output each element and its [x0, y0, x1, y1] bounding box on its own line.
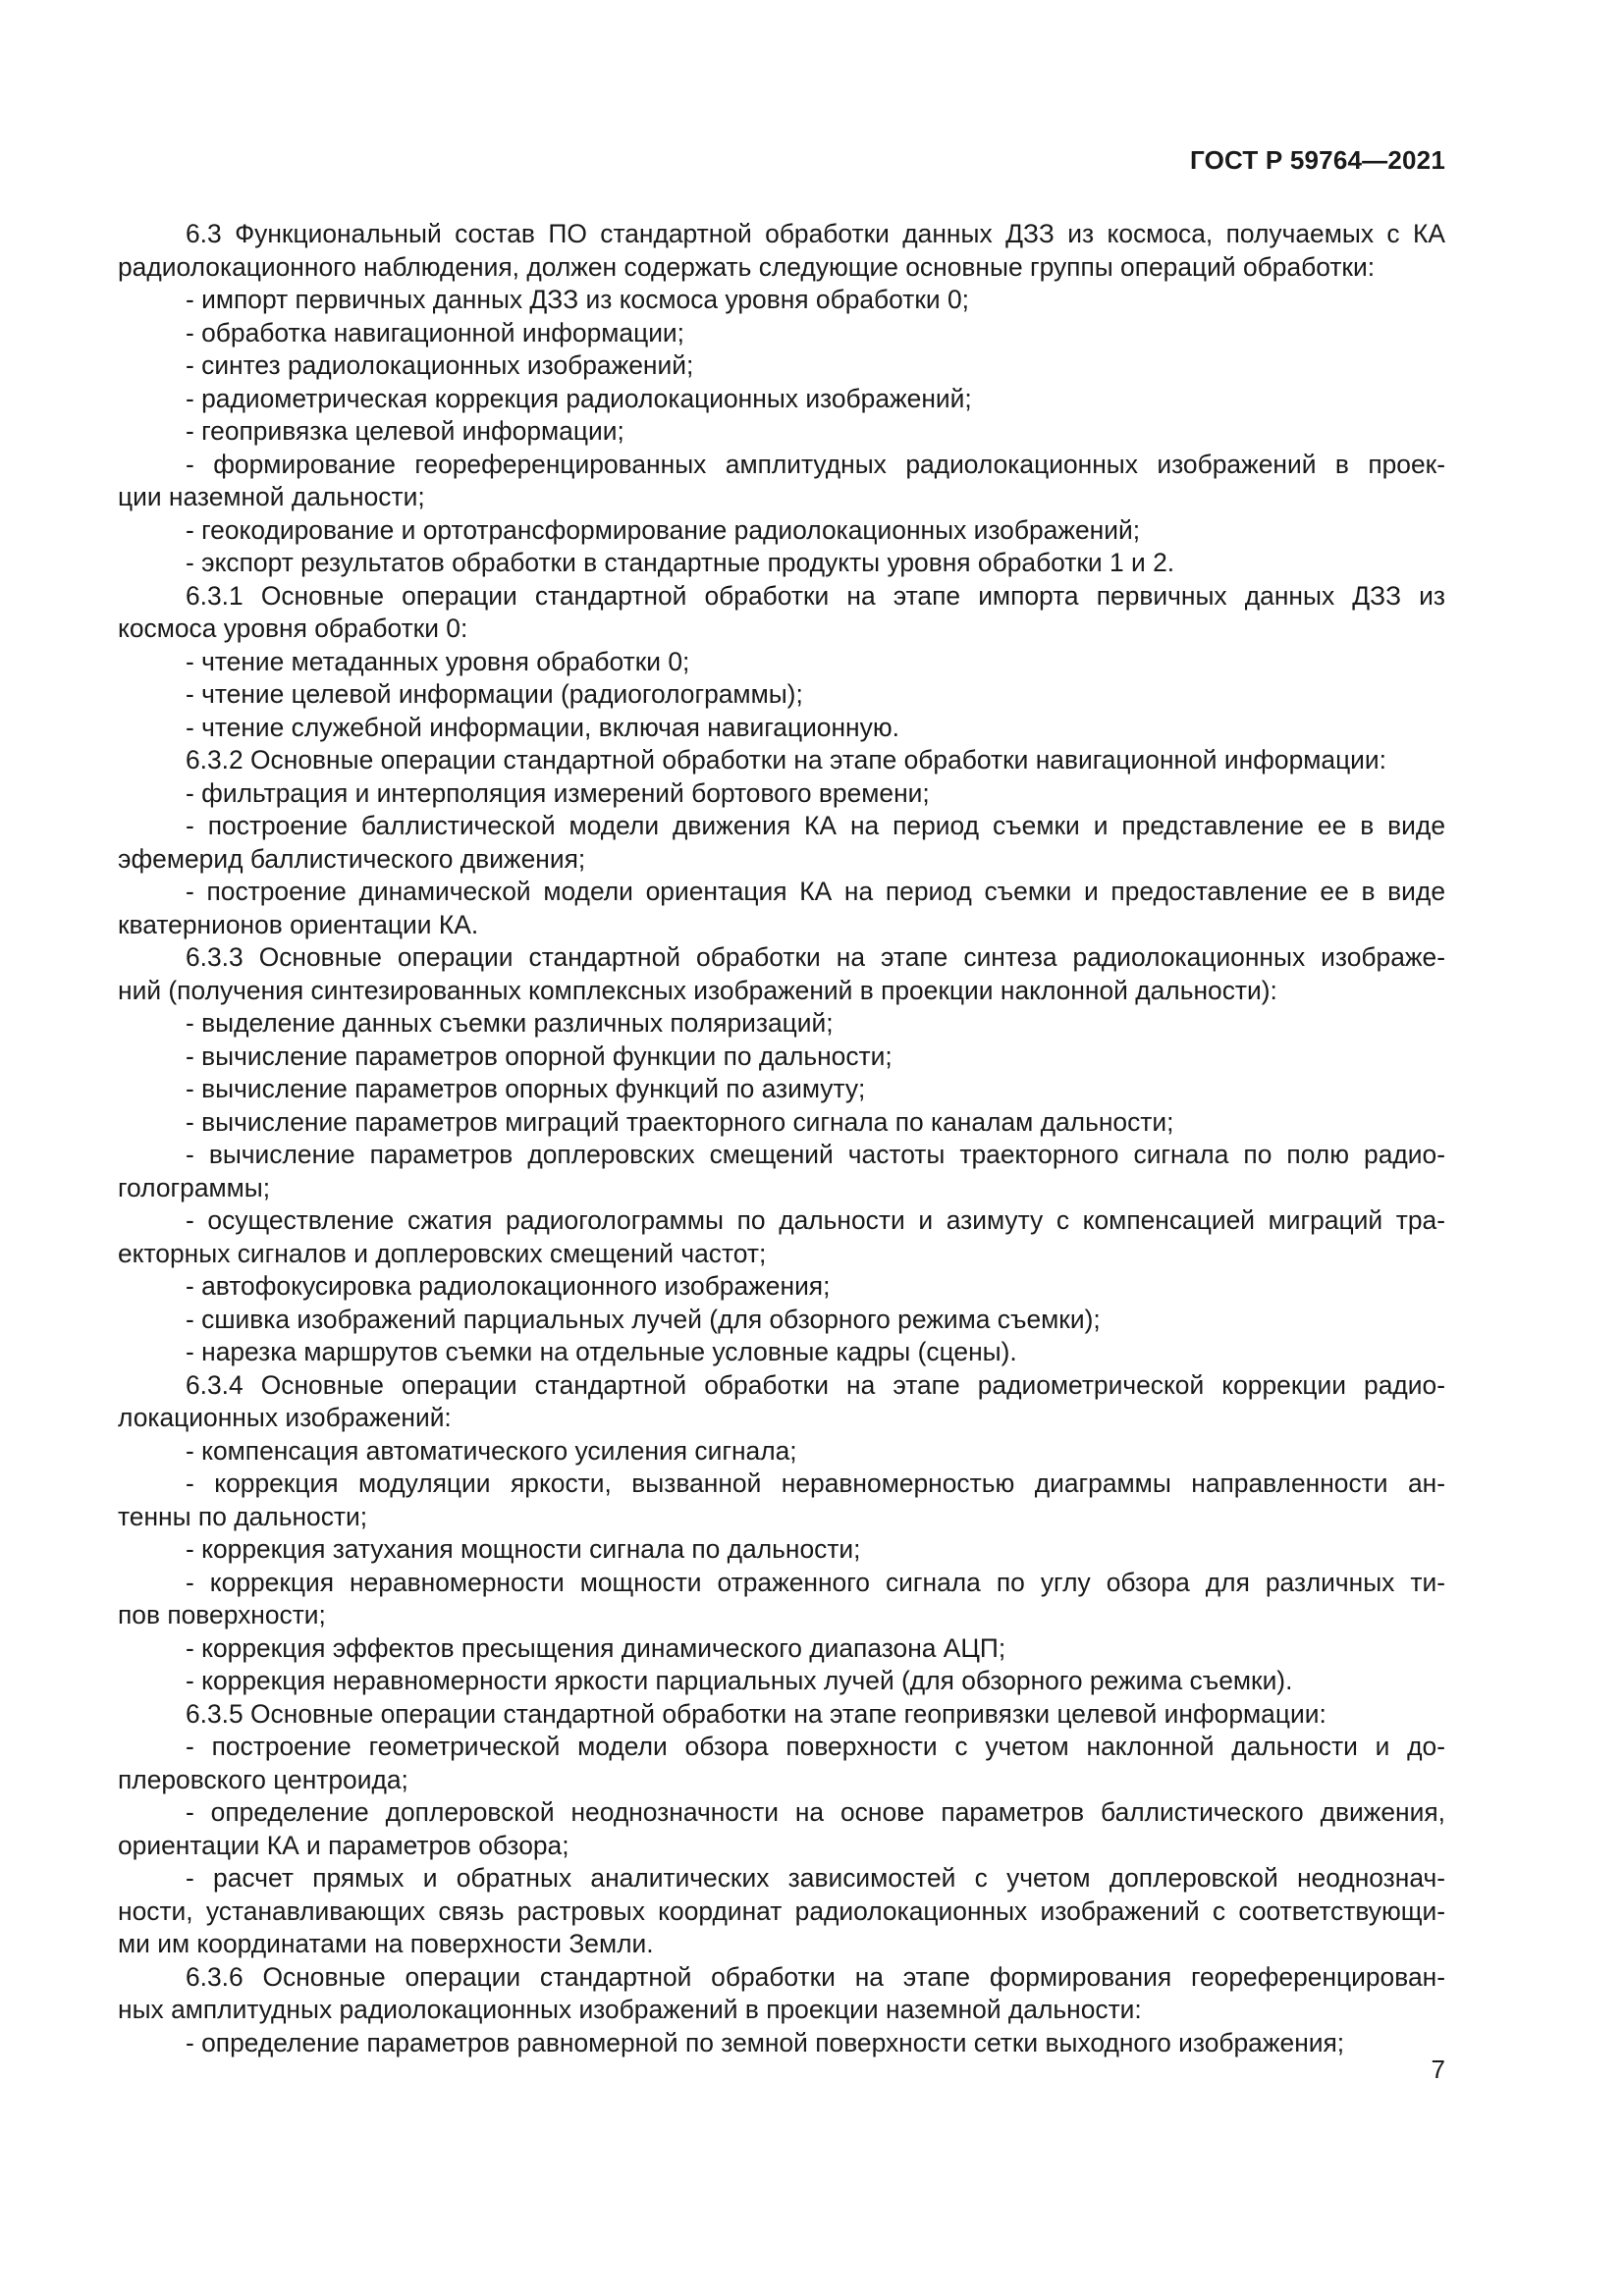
text-line: ных амплитудных радиолокационных изображений в проекции наземной дальности: [118, 1995, 1142, 2024]
text-line: - геопривязка целевой информации; [186, 416, 624, 446]
page-header: ГОСТ Р 59764—2021 [1190, 145, 1445, 175]
text-line: 6.3.4 Основные операции стандартной обработки на этапе радиометрической коррекции радио- [186, 1369, 1445, 1400]
text-line: 6.3.5 Основные операции стандартной обработки на этапе геопривязки целевой информации: [186, 1698, 1326, 1729]
text-line: - импорт первичных данных ДЗЗ из космоса уровня обработки 0; [186, 285, 969, 314]
text-line: - радиометрическая коррекция радиолокационных изображений; [186, 383, 972, 413]
text-line: - формирование геореференцированных амплитудных радиолокационных изображений в проек- [186, 449, 1445, 479]
text-line: - чтение целевой информации (радиоголограммы); [186, 679, 803, 709]
text-line: космоса уровня обработки 0: [118, 614, 468, 643]
text-line: - построение геометрической модели обзора поверхности с учетом наклонной дальности и до- [186, 1732, 1445, 1761]
text-line: - коррекция неравномерности мощности отраженного сигнала по углу обзора для различных ти- [186, 1567, 1445, 1597]
text-line: локационных изображений: [118, 1403, 452, 1432]
text-line: - нарезка маршрутов съемки на отдельные условные кадры (сцены). [186, 1337, 1017, 1366]
text-line: - автофокусировка радиолокационного изображения; [186, 1271, 831, 1301]
text-line: - синтез радиолокационных изображений; [186, 350, 694, 380]
text-line: кватернионов ориентации КА. [118, 909, 479, 939]
text-line: 6.3.6 Основные операции стандартной обработки на этапе формирования геореференцирован- [186, 1961, 1445, 1992]
text-line: - коррекция неравномерности яркости парциальных лучей (для обзорного режима съемки). [186, 1666, 1293, 1695]
text-line: - определение параметров равномерной по земной поверхности сетки выходного изображения; [186, 2027, 1345, 2057]
text-line: пов поверхности; [118, 1600, 326, 1629]
text-line: - чтение служебной информации, включая навигационную. [186, 712, 899, 742]
text-line: 6.3.3 Основные операции стандартной обработки на этапе синтеза радиолокационных изображе- [186, 942, 1445, 972]
text-line: тенны по дальности; [118, 1501, 368, 1531]
text-line: радиолокационного наблюдения, должен содержать следующие основные группы операций обработки: [118, 251, 1376, 282]
text-line: - вычисление параметров опорной функции по дальности; [186, 1041, 893, 1071]
text-line: - компенсация автоматического усиления сигнала; [186, 1435, 797, 1466]
text-line: ности, устанавливающих связь растровых координат радиолокационных изображений с соответствующи- [118, 1896, 1445, 1926]
text-line: - коррекция эффектов пресыщения динамического диапазона АЦП; [186, 1632, 1006, 1663]
text-line: екторных сигналов и доплеровских смещений частот; [118, 1238, 767, 1268]
text-line: 6.3.1 Основные операции стандартной обработки на этапе импорта первичных данных ДЗЗ из [186, 580, 1445, 611]
text-line: - определение доплеровской неоднозначности на основе параметров баллистического движения, [186, 1797, 1445, 1827]
text-line: - фильтрация и интерполяция измерений бортового времени; [186, 777, 930, 808]
text-line: - построение динамической модели ориентация КА на период съемки и предоставление ее в виде [186, 877, 1445, 906]
text-line: плеровского центроида; [118, 1764, 408, 1794]
text-line: - чтение метаданных уровня обработки 0; [186, 646, 690, 676]
text-line: - вычисление параметров миграций траекторного сигнала по каналам дальности; [186, 1106, 1174, 1137]
text-line: эфемерид баллистического движения; [118, 843, 586, 874]
text-line: ориентации КА и параметров обзора; [118, 1830, 569, 1860]
text-line: - коррекция модуляции яркости, вызванной неравномерностью диаграммы направленности ан- [186, 1468, 1445, 1498]
text-line: - геокодирование и ортотрансформирование радиолокационных изображений; [186, 514, 1141, 545]
text-line: 6.3.2 Основные операции стандартной обработки на этапе обработки навигационной информации: [186, 745, 1387, 774]
text-line: ний (получения синтезированных комплексных изображений в проекции наклонной дальности): [118, 975, 1277, 1005]
text-line: - коррекция затухания мощности сигнала по дальности; [186, 1534, 861, 1564]
text-line: голограммы; [118, 1172, 271, 1202]
text-line: - выделение данных съемки различных поляризаций; [186, 1008, 834, 1038]
text-line: - экспорт результатов обработки в стандартные продукты уровня обработки 1 и 2. [186, 548, 1175, 577]
page-number: 7 [1431, 2055, 1445, 2084]
document-body [118, 218, 1445, 2059]
text-line: - расчет прямых и обратных аналитических зависимостей с учетом доплеровской неоднознач- [186, 1863, 1445, 1893]
text-line: ми им координатами на поверхности Земли. [118, 1929, 654, 1958]
text-line: - осуществление сжатия радиоголограммы по дальности и азимуту с компенсацией миграций тра- [186, 1205, 1445, 1235]
text-line: - вычисление параметров доплеровских смещений частоты траекторного сигнала по полю радио- [186, 1140, 1445, 1169]
text-line: - построение баллистической модели движения КА на период съемки и представление ее в виде [186, 811, 1445, 840]
text-line: ции наземной дальности; [118, 482, 425, 511]
text-line: 6.3 Функциональный состав ПО стандартной обработки данных ДЗЗ из космоса, получаемых с КА [186, 219, 1445, 248]
text-line: - сшивка изображений парциальных лучей (для обзорного режима съемки); [186, 1304, 1101, 1334]
text-line: - вычисление параметров опорных функций по азимуту; [186, 1074, 866, 1103]
text-line: - обработка навигационной информации; [186, 317, 685, 347]
